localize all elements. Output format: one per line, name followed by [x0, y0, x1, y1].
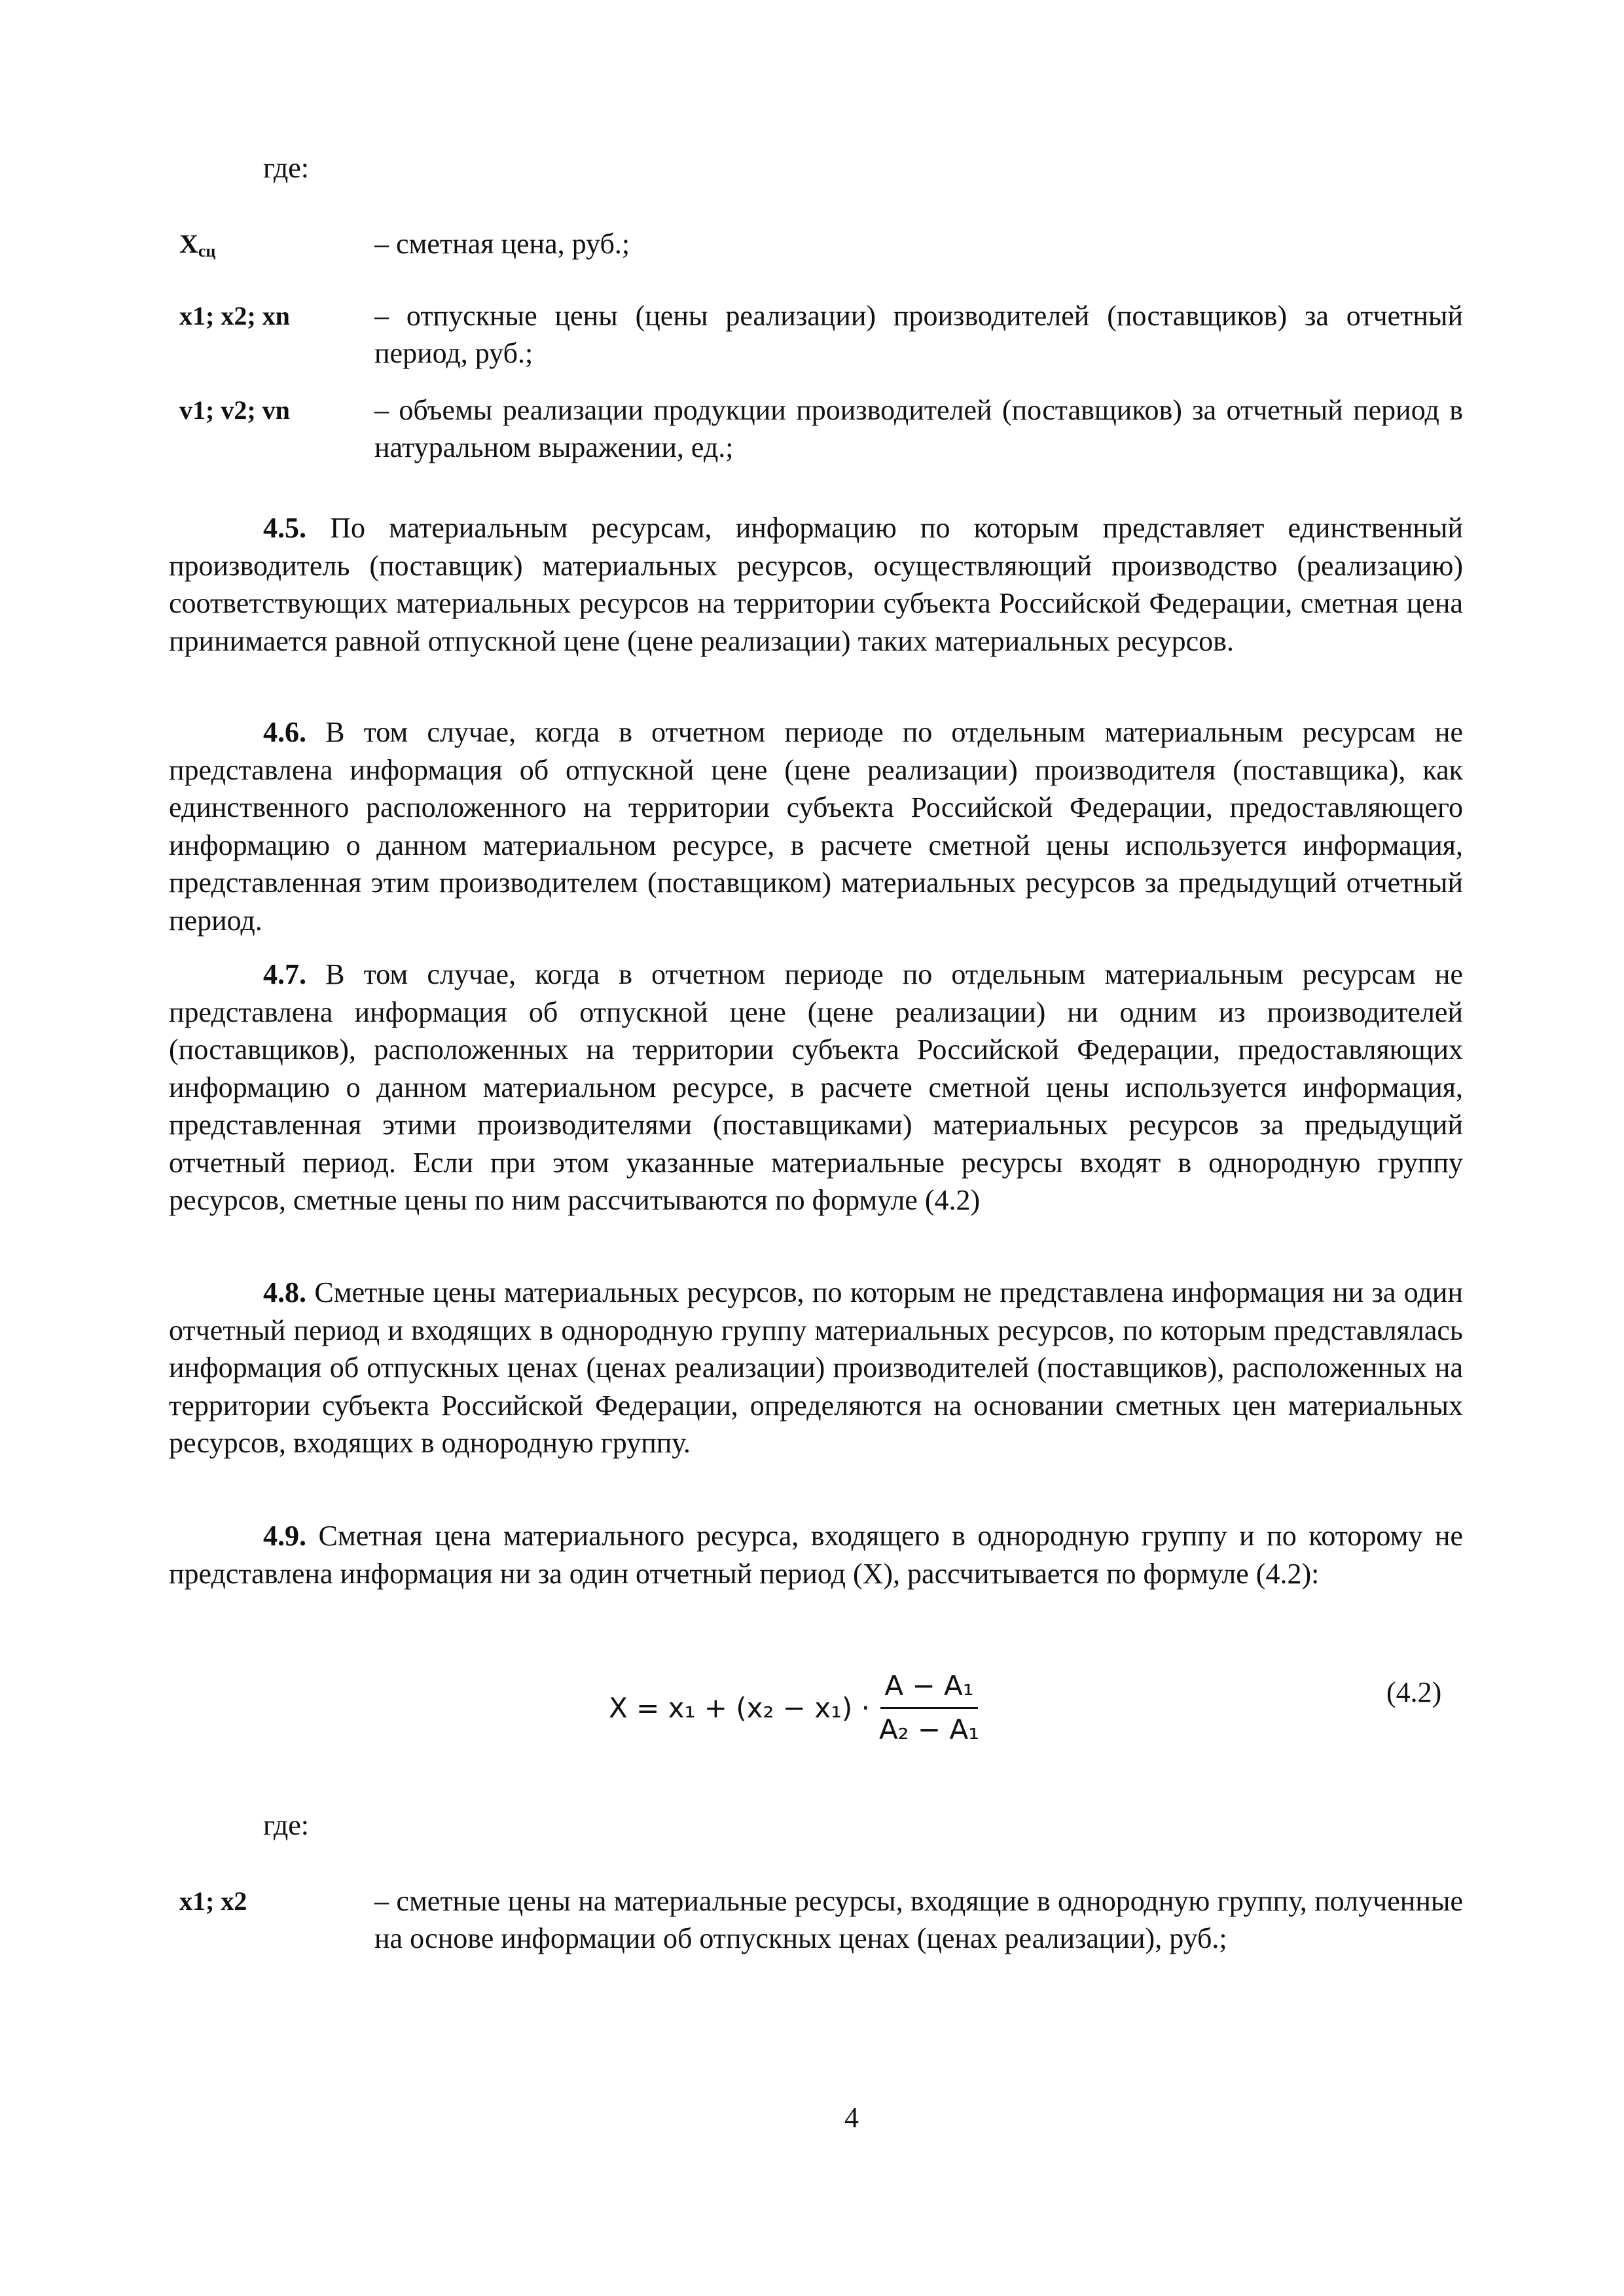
definition-x-list: – отпускные цены (цены реализации) производителей (поставщиков) за отчетный период, руб.; — [374, 300, 1463, 369]
paragraph-4-6: 4.6. В том случае, когда в отчетном периоде по отдельным материальным ресурсам не представлена информация об отпускной цене (цене реализации) производителя (поставщика), как единственного расположенного на территории субъекта Российской Федерации, предоставляющего информацию о данном материальном ресурсе, в расчете сметной цены используется информация, представленная этим производителем (поставщиком) материальных ресурсов за предыдущий отчетный период. — [169, 716, 1463, 937]
paragraph-4-5: 4.5. По материальным ресурсам, информацию по которым представляет единственный производитель (поставщик) материальных ресурсов, осуществляющий производство (реализацию) соответствующих материальных ресурсов на территории субъекта Российской Федерации, сметная цена принимается равной отпускной цене (цене реализации) таких материальных ресурсов. — [169, 512, 1463, 657]
formula-4-2 — [609, 1669, 983, 1747]
paragraph-4-7: 4.7. В том случае, когда в отчетном периоде по отдельным материальным ресурсам не представлена информация об отпускной цене (цене реализации) ни одним из производителей (поставщиков), расположенных на территории субъекта Российской Федерации, предоставляющих информацию о данном материальном ресурсе, в расчете сметной цены используется информация, представленная этими производителями (поставщиками) материальных ресурсов за предыдущий отчетный период. Если при этом указанные материальные ресурсы входят в однородную группу ресурсов, сметные цены по ним рассчитываются по формуле (4.2) — [169, 958, 1463, 1216]
symbol-xsc: $Х_{сц}$ — [179, 229, 216, 260]
page-number: 4 — [844, 2102, 859, 2134]
definition-xsc: – сметная цена, руб.; — [374, 228, 630, 260]
paragraph-4-8: 4.8. Сметные цены материальных ресурсов, по которым не представлена информация ни за один отчетный период и входящих в однородную группу материальных ресурсов, по которым представлялась информация об отпускных ценах (ценах реализации) производителей (поставщиков), расположенных на территории субъекта Российской Федерации, определяются на основании сметных цен материальных ресурсов, входящих в однородную группу. — [169, 1276, 1463, 1459]
symbol-x1-x2: x1; x2 — [179, 1886, 247, 1916]
formula-numerator: A − A₁ — [880, 1669, 977, 1709]
paragraph-4-9: 4.9. Сметная цена материального ресурса, входящего в однородную группу и по которому не представлена информация ни за один отчетный период (X), рассчитывается по формуле (4.2): — [169, 1520, 1463, 1590]
formula-number: (4.2) — [1386, 1676, 1442, 1708]
definition-x1-x2: – сметные цены на материальные ресурсы, входящие в однородную группу, полученные на основе информации об отпускных ценах (ценах реализации), руб.; — [374, 1885, 1463, 1954]
where-label-2: где: — [263, 1809, 309, 1841]
definition-v-list: – объемы реализации продукции производителей (поставщиков) за отчетный период в натуральном выражении, ед.; — [374, 394, 1463, 463]
formula-denominator: A₂ − A₁ — [879, 1713, 980, 1746]
formula-lhs: X = x₁ + (x₂ − x₁) · — [609, 1692, 870, 1724]
where-label: где: — [263, 152, 309, 184]
formula-fraction — [875, 1669, 983, 1747]
symbol-v-list: v1; v2; vn — [179, 395, 290, 425]
symbol-x-list: x1; x2; xn — [179, 301, 290, 331]
